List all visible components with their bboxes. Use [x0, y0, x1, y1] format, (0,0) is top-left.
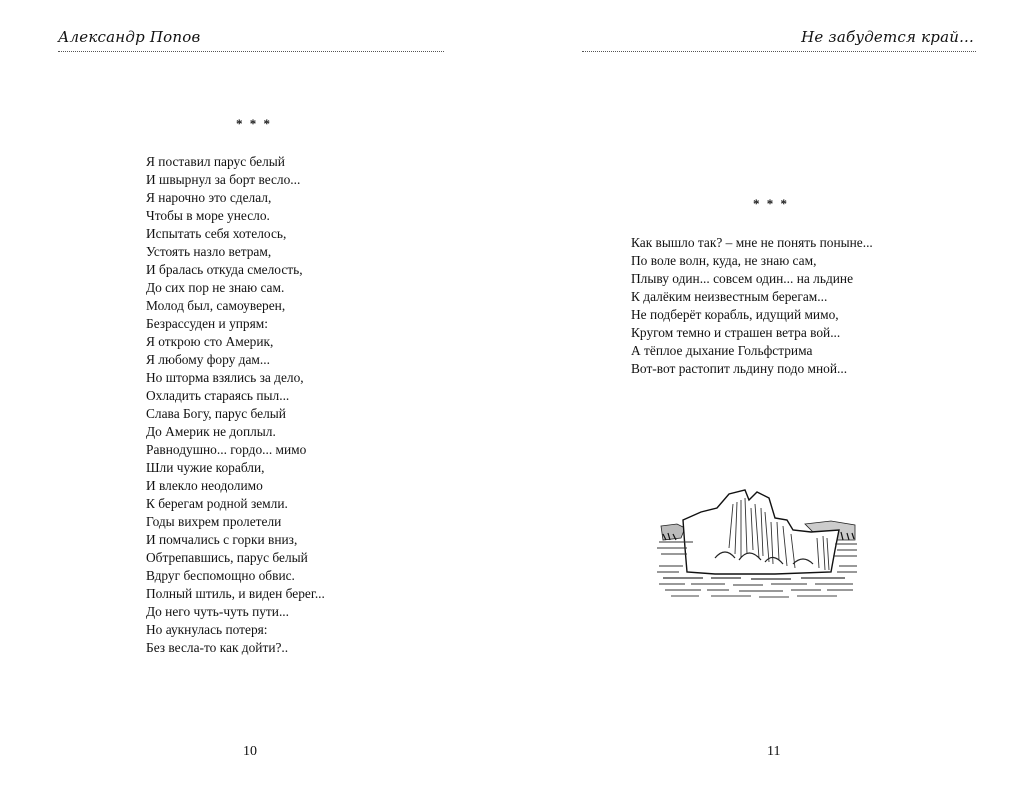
- poem-line: А тёплое дыхание Гольфстрима: [631, 343, 813, 358]
- poem-line: Испытать себя хотелось,: [146, 226, 287, 241]
- poem-line: Не подберёт корабль, идущий мимо,: [631, 307, 839, 322]
- poem-line: К далёким неизвестным берегам...: [631, 289, 828, 304]
- page-number: 11: [767, 744, 781, 759]
- poem-line: Охладить стараясь пыл...: [146, 388, 290, 403]
- poem-line: Вот-вот растопит льдину подо мной...: [631, 361, 848, 376]
- header-dotted-rule: [582, 51, 976, 52]
- poem-text: [146, 153, 325, 657]
- poem-line: До него чуть-чуть пути...: [146, 604, 289, 619]
- poem-line: И помчались с горки вниз,: [146, 532, 298, 547]
- iceberg-illustration: [655, 478, 861, 602]
- poem-line: Безрассуден и упрям:: [146, 316, 268, 331]
- poem-text: [631, 234, 873, 378]
- poem-line: Кругом темно и страшен ветра вой...: [631, 325, 841, 340]
- poem-line: Шли чужие корабли,: [146, 460, 265, 475]
- poem-line: По воле волн, куда, не знаю сам,: [631, 253, 817, 268]
- poem-line: И швырнул за борт весло...: [146, 172, 301, 187]
- title-running-head: Не забудется край...: [801, 28, 974, 46]
- poem-ornament: * * *: [753, 196, 789, 211]
- poem-line: Молод был, самоуверен,: [146, 298, 286, 313]
- poem-line: Вдруг беспомощно обвис.: [146, 568, 295, 583]
- author-running-head: Александр Попов: [58, 28, 201, 46]
- poem-line: Чтобы в море унесло.: [146, 208, 270, 223]
- poem-ornament: * * *: [236, 116, 272, 131]
- poem-line: Плыву один... совсем один... на льдине: [631, 271, 854, 286]
- poem-line: К берегам родной земли.: [146, 496, 288, 511]
- right-page: [512, 0, 1024, 787]
- poem-line: Я любому фору дам...: [146, 352, 270, 367]
- poem-line: Равнодушно... гордо... мимо: [146, 442, 307, 457]
- poem-line: Я нарочно это сделал,: [146, 190, 272, 205]
- iceberg-drawing: [657, 490, 857, 597]
- poem-line: Обтрепавшись, парус белый: [146, 550, 308, 565]
- poem-line: Полный штиль, и виден берег...: [146, 586, 325, 601]
- poem-line: Слава Богу, парус белый: [146, 406, 286, 421]
- poem-line: Но аукнулась потеря:: [146, 622, 268, 637]
- poem-line: Но шторма взялись за дело,: [146, 370, 304, 385]
- page-number: 10: [243, 744, 257, 759]
- poem-line: Годы вихрем пролетели: [146, 514, 282, 529]
- poem-line: Я поставил парус белый: [146, 154, 285, 169]
- poem-line: Как вышло так? – мне не понять поныне...: [631, 235, 873, 250]
- poem-line: И бралась откуда смелость,: [146, 262, 303, 277]
- poem-line: И влекло неодолимо: [146, 478, 263, 493]
- poem-line: До сих пор не знаю сам.: [146, 280, 285, 295]
- header-dotted-rule: [58, 51, 444, 52]
- poem-line: Без весла-то как дойти?..: [146, 640, 289, 655]
- poem-line: До Америк не доплыл.: [146, 424, 276, 439]
- poem-line: Я открою сто Америк,: [146, 334, 274, 349]
- poem-line: Устоять назло ветрам,: [146, 244, 272, 259]
